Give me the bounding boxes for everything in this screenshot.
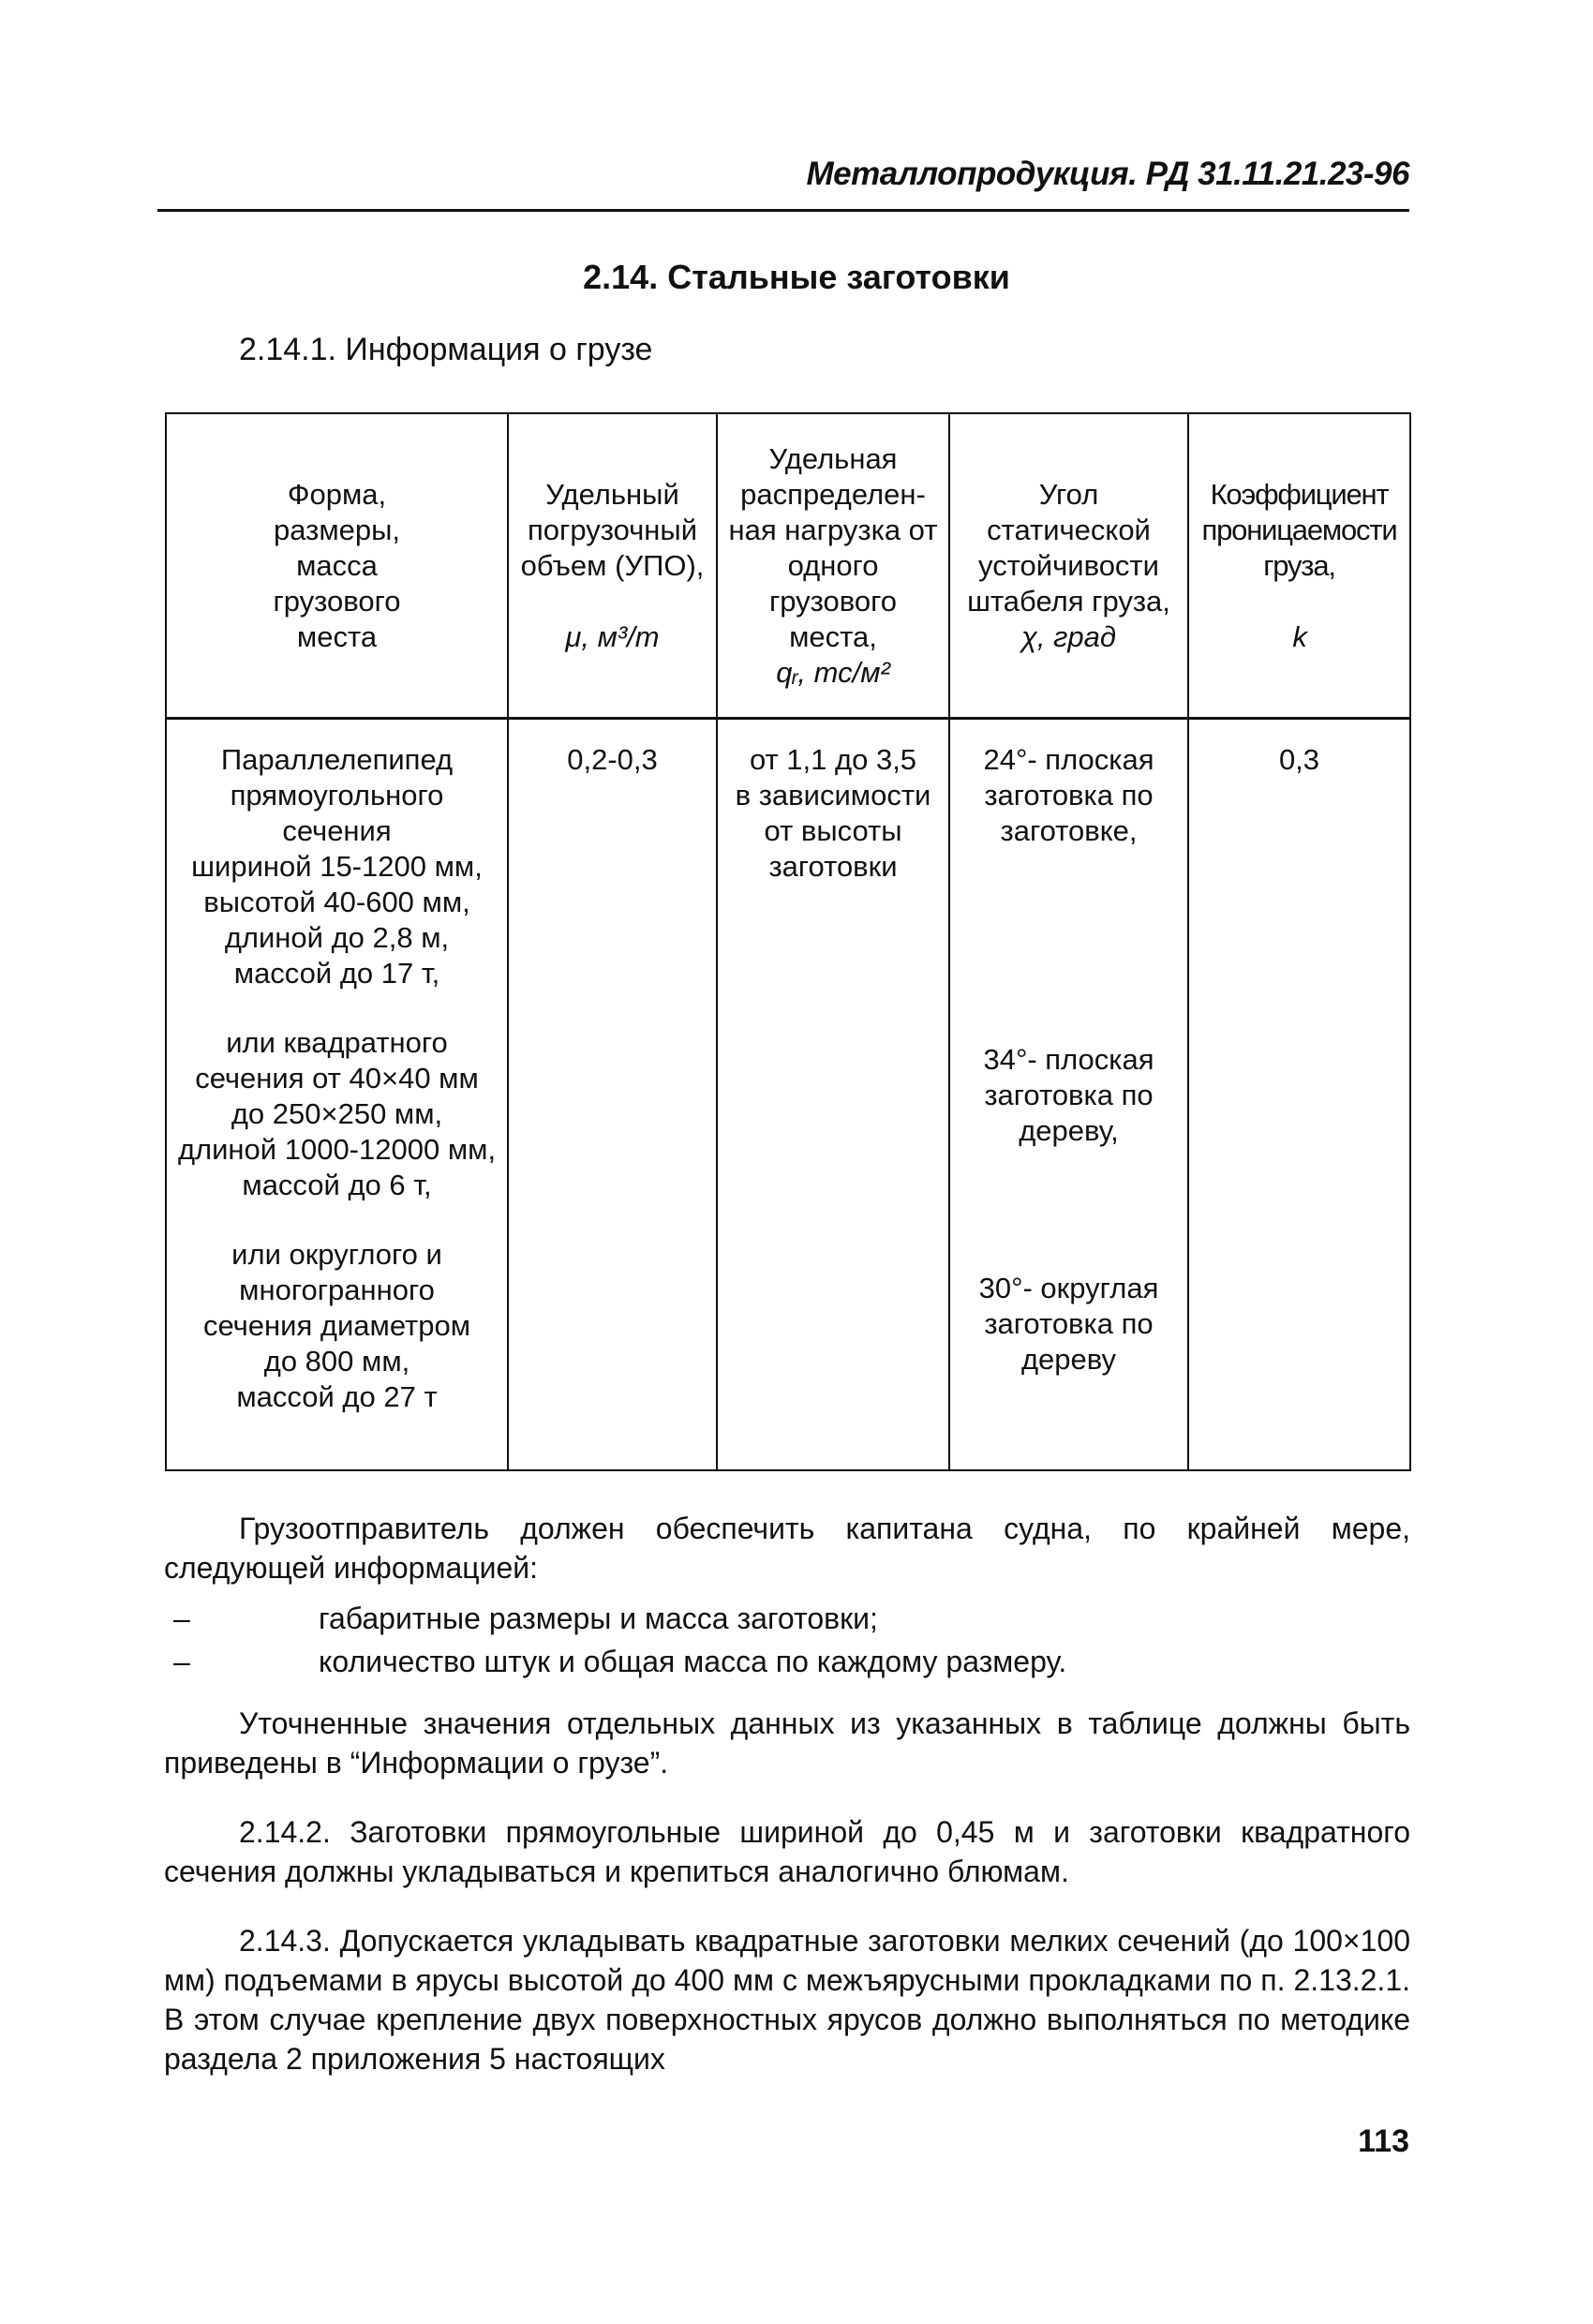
header-form: Форма, размеры, масса грузового места bbox=[166, 413, 508, 719]
bullet-dash: – bbox=[173, 1601, 190, 1635]
paragraph-note: Уточненные значения отдельных данных из указанных в таблице должны быть приведены в “Информации о грузе”. bbox=[164, 1706, 1410, 1780]
form-variant-square: или квадратного сечения от 40×40 мм до 250×250 мм, длиной 1000-12000 мм, массой до 6 т, bbox=[177, 1026, 497, 1201]
cell-form bbox=[166, 719, 508, 1471]
table-row bbox=[166, 719, 1410, 1471]
table-header-row bbox=[166, 413, 1410, 719]
header-rule bbox=[157, 209, 1409, 212]
bullet-dash: – bbox=[173, 1645, 190, 1678]
header-angle-symbol: χ, град bbox=[1020, 619, 1117, 653]
angle-variant-1: 24°- плоская заготовка по заготовке, bbox=[983, 743, 1154, 847]
paragraph-info: Грузоотправитель должен обеспечить капитана судна, по крайней мере, следующей информацией: bbox=[164, 1512, 1410, 1585]
angle-variant-3: 30°- округлая заготовка по дереву bbox=[978, 1272, 1159, 1376]
section-title: 2.14. Стальные заготовки bbox=[583, 258, 1010, 296]
running-title: Металлопродукция. РД 31.11.21.23-96 bbox=[806, 156, 1409, 192]
subsection-title: 2.14.1. Информация о грузе bbox=[239, 332, 653, 367]
header-upo-symbol: μ, м³/т bbox=[565, 619, 660, 653]
header-k: Коэффициент проницаемости груза, k bbox=[1188, 413, 1410, 719]
cell-upo: 0,2-0,3 bbox=[508, 719, 717, 1471]
form-variant-round: или округлого и многогранного сечения диаметром до 800 мм, массой до 27 т bbox=[202, 1238, 471, 1413]
page-number: 113 bbox=[1358, 2123, 1409, 2159]
cell-load: от 1,1 до 3,5 в зависимости от высоты заготовки bbox=[717, 719, 949, 1471]
header-load-symbol: qᵣ, тс/м² bbox=[776, 655, 890, 689]
header-k-symbol: k bbox=[1292, 619, 1306, 653]
cell-angle bbox=[949, 719, 1188, 1471]
header-load: Удельная распределен- ная нагрузка от одного грузового места, qᵣ, тс/м² bbox=[717, 413, 949, 719]
form-variant-rectangular: Параллелепипед прямоугольного сечения шириной 15-1200 мм, высотой 40-600 мм, длиной до 2,8 м, массой до 17 т, bbox=[191, 743, 483, 990]
header-angle: Угол статической устойчивости штабеля груза, χ, град bbox=[949, 413, 1188, 719]
paragraph-2-14-2: 2.14.2. Заготовки прямоугольные шириной до 0,45 м и заготовки квадратного сечения должны укладываться и крепиться аналогично блюмам. bbox=[164, 1815, 1410, 1888]
cargo-info-table bbox=[165, 412, 1411, 1471]
header-upo: Удельный погрузочный объем (УПО), μ, м³/т bbox=[508, 413, 717, 719]
angle-variant-2: 34°- плоская заготовка по дереву, bbox=[983, 1043, 1154, 1147]
running-header bbox=[157, 156, 1409, 212]
paragraph-2-14-3: 2.14.3. Допускается укладывать квадратные заготовки мелких сечений (до 100×100 мм) подъемами в ярусы высотой до 400 мм с межъярусными прокладками по п. 2.13.2.1. В этом случае крепление двух поверхностных ярусов должно выполняться по методике раздела 2 приложения 5 настоящих bbox=[164, 1924, 1410, 2076]
cell-k: 0,3 bbox=[1188, 719, 1410, 1471]
